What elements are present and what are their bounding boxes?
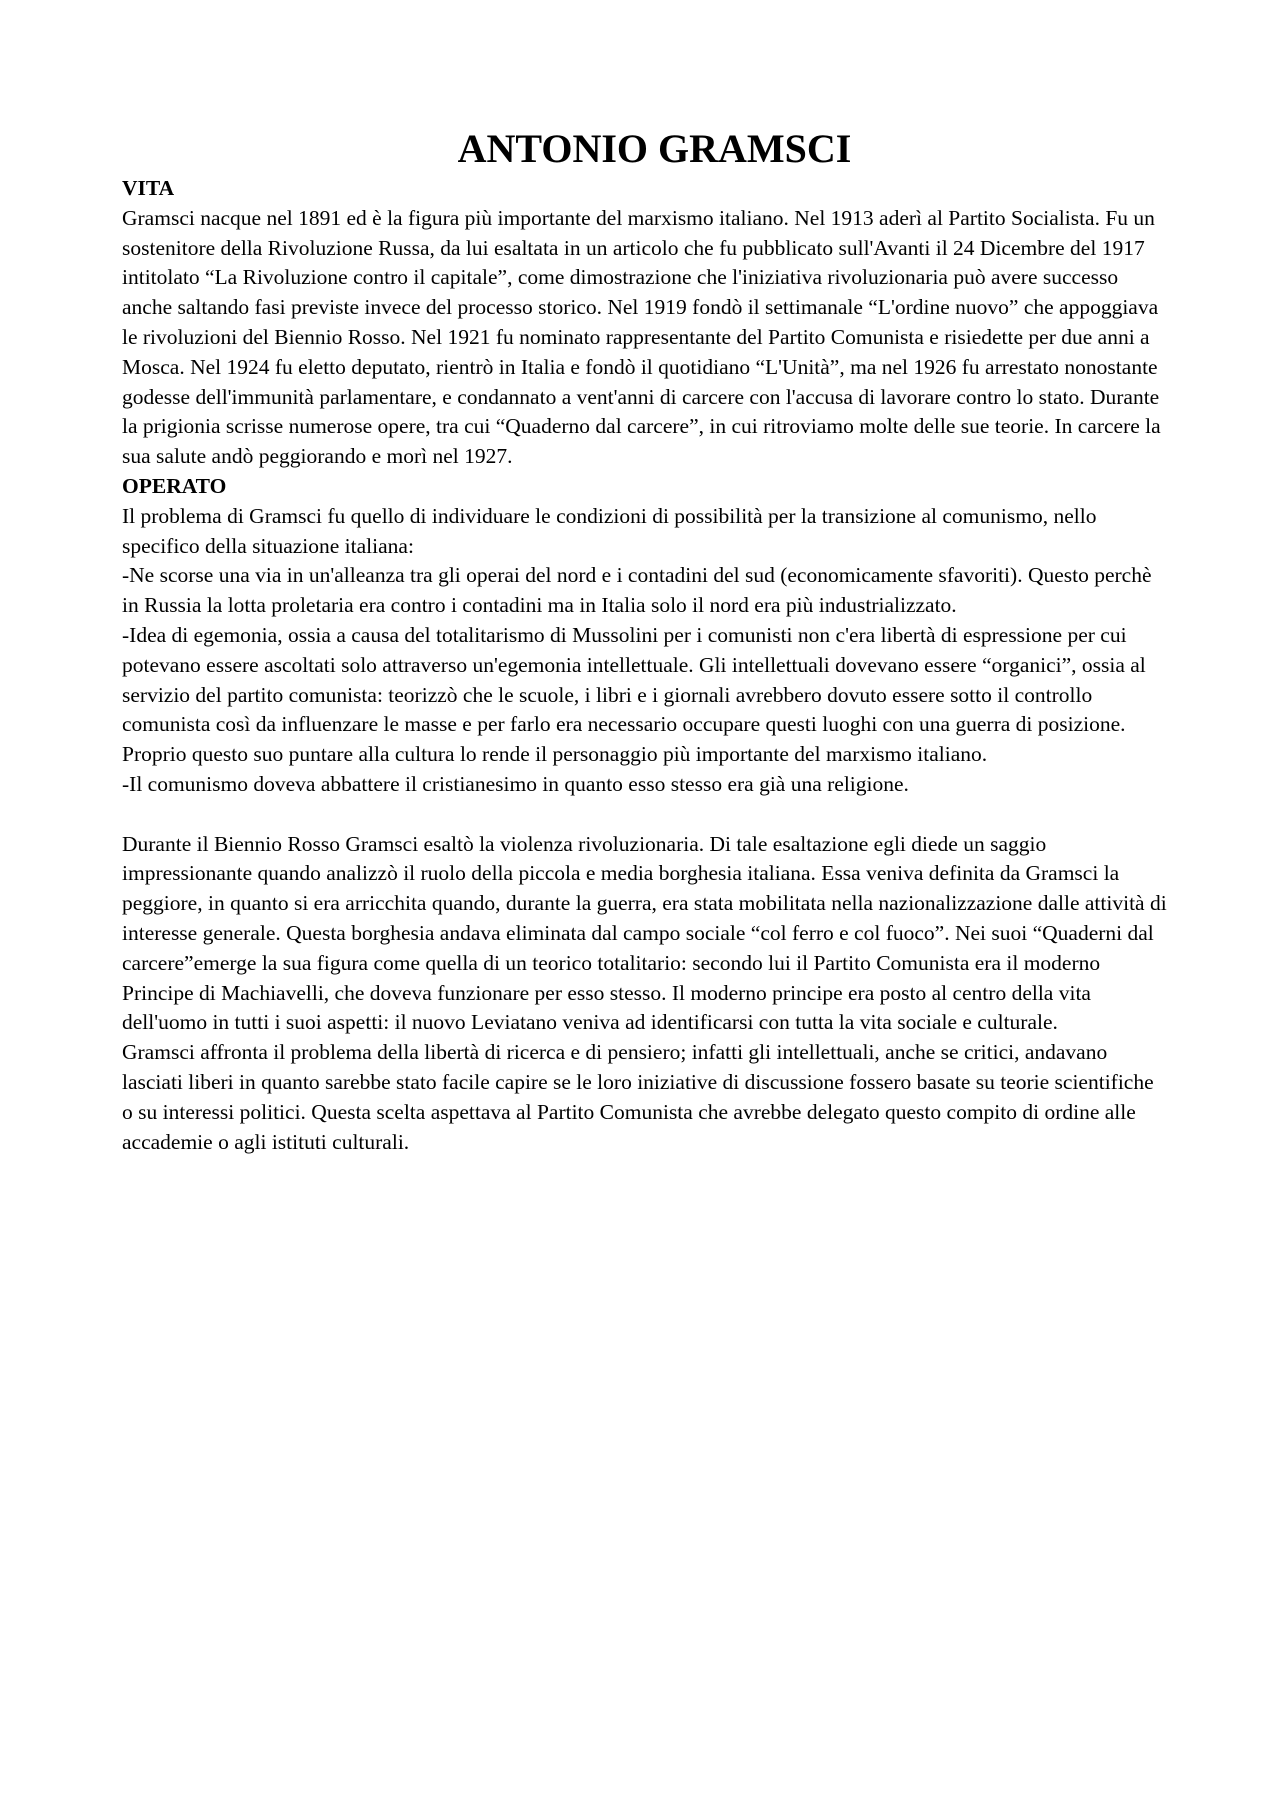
page-title: ANTONIO GRAMSCI xyxy=(457,126,852,171)
operato-intro-paragraph: Il problema di Gramsci fu quello di individuare le condizioni di possibilità per la transizione al comunismo, nello specifico della situazione italiana: xyxy=(122,503,1097,558)
operato-point-egemonia: -Idea di egemonia, ossia a causa del totalitarismo di Mussolini per i comunisti non c'era libertà di espressione per cui potevano essere ascoltati solo attraverso un'egemonia intellettuale. Gli intellettuali dovevano essere “organici”, ossia al servizio del partito comunista: teorizzò che le scuole, i libri e i giornali avrebbero dovuto essere sotto il controllo comunista così da influenzare le masse e per farlo era necessario occupare questi luoghi con una guerra di posizione. Proprio questo suo puntare alla cultura lo rende il personaggio più importante del marxismo italiano. xyxy=(122,622,1146,767)
operato-point-alleanza: -Ne scorse una via in un'alleanza tra gli operai del nord e i contadini del sud (economicamente sfavoriti). Questo perchè in Russia la lotta proletaria era contro i contadini ma in Italia solo il nord era più industrializzato. xyxy=(122,563,1152,618)
document-body xyxy=(122,124,1167,1157)
liberta-ricerca-paragraph: Gramsci affronta il problema della libertà di ricerca e di pensiero; infatti gli intellettuali, anche se critici, andavano lasciati liberi in quanto sarebbe stato facile capire se le loro iniziative di discussione fossero basate su teorie scientifiche o su interessi politici. Questa scelta aspettava al Partito Comunista che avrebbe delegato questo compito di ordine alle accademie o agli istituti culturali. xyxy=(122,1040,1154,1154)
blank-line xyxy=(122,800,1167,830)
section-heading-operato: OPERATO xyxy=(122,473,227,498)
operato-point-cristianesimo: -Il comunismo doveva abbattere il cristianesimo in quanto esso stesso era già una religione. xyxy=(122,771,909,796)
section-heading-vita: VITA xyxy=(122,176,175,200)
vita-paragraph: Gramsci nacque nel 1891 ed è la figura più importante del marxismo italiano. Nel 1913 aderì al Partito Socialista. Fu un sostenitore della Rivoluzione Russa, da lui esaltata in un articolo che fu pubblicato sull'Avanti il 24 Dicembre del 1917 intitolato “La Rivoluzione contro il capitale”, come dimostrazione che l'iniziativa rivoluzionaria può avere successo anche saltando fasi previste invece del processo storico. Nel 1919 fondò il settimanale “L'ordine nuovo” che appoggiava le rivoluzioni del Biennio Rosso. Nel 1921 fu nominato rappresentante del Partito Comunista e risiedette per due anni a Mosca. Nel 1924 fu eletto deputato, rientrò in Italia e fondò il quotidiano “L'Unità”, ma nel 1926 fu arrestato nonostante godesse dell'immunità parlamentare, e condannato a vent'anni di carcere con l'accusa di lavorare contro lo stato. Durante la prigionia scrisse numerose opere, tra cui “Quaderno dal carcere”, in cui ritroviamo molte delle sue teorie. In carcere la sua salute andò peggiorando e morì nel 1927. xyxy=(122,205,1161,469)
biennio-rosso-paragraph: Durante il Biennio Rosso Gramsci esaltò la violenza rivoluzionaria. Di tale esaltazione egli diede un saggio impressionante quando analizzò il ruolo della piccola e media borghesia italiana. Essa veniva definita da Gramsci la peggiore, in quanto si era arricchita quando, durante la guerra, era stata mobilitata nella nazionalizzazione dalle attività di interesse generale. Questa borghesia andava eliminata dal campo sociale “col ferro e col fuoco”. Nei suoi “Quaderni dal carcere”emerge la sua figura come quella di un teorico totalitario: secondo lui il Partito Comunista era il moderno Principe di Machiavelli, che doveva funzionare per esso stesso. Il moderno principe era posto al centro della vita dell'uomo in tutti i suoi aspetti: il nuovo Leviatano veniva ad identificarsi con tutta la vita sociale e culturale. xyxy=(122,831,1167,1035)
